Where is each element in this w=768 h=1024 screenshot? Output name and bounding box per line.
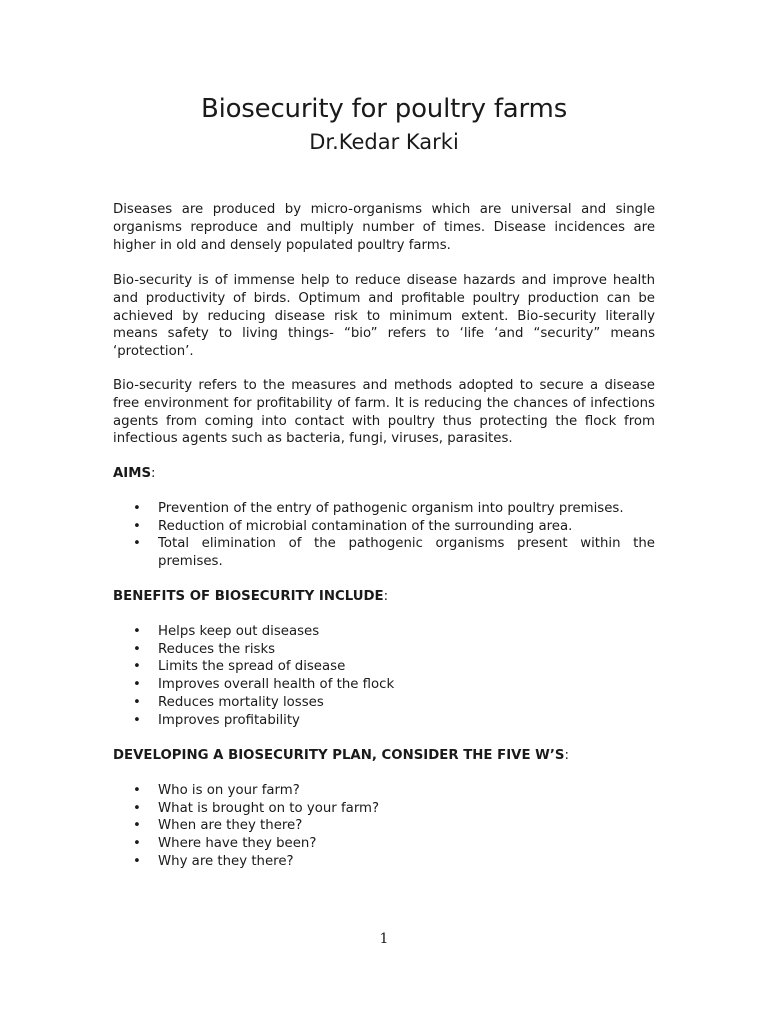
bullet-icon: • bbox=[133, 836, 141, 852]
benefits-item-text: Reduces the risks bbox=[158, 641, 276, 657]
list-item bbox=[113, 535, 655, 571]
bullet-icon: • bbox=[133, 641, 141, 657]
aims-item-text: Total elimination of the pathogenic organisms present within the premises. bbox=[158, 536, 655, 570]
plan-item-text: Where have they been? bbox=[158, 836, 317, 852]
list-item bbox=[113, 712, 655, 730]
plan-item-text: What is brought on to your farm? bbox=[158, 800, 380, 816]
plan-item-text: Why are they there? bbox=[158, 853, 294, 869]
list-item bbox=[113, 817, 655, 835]
bullet-icon: • bbox=[133, 800, 141, 816]
bullet-icon: • bbox=[133, 853, 141, 869]
page-number: 1 bbox=[379, 931, 389, 947]
aims-list bbox=[113, 500, 655, 571]
plan-heading bbox=[113, 747, 655, 765]
list-item bbox=[113, 800, 655, 818]
paragraph-diseases: Diseases are produced by micro-organisms which are universal and single organisms reproduce and multiply number of times. Disease incidences are higher in old and densely populated poultry farms. bbox=[113, 202, 655, 253]
plan-section bbox=[113, 747, 655, 871]
benefits-item-text: Limits the spread of disease bbox=[158, 659, 346, 675]
bullet-icon: • bbox=[133, 518, 141, 534]
list-item bbox=[113, 641, 655, 659]
bullet-icon: • bbox=[133, 536, 141, 552]
benefits-heading-colon: : bbox=[383, 589, 389, 604]
document-author: Dr.Kedar Karki bbox=[309, 130, 459, 154]
list-item bbox=[113, 835, 655, 853]
plan-list bbox=[113, 782, 655, 871]
aims-heading-text: AIMS bbox=[113, 466, 152, 481]
aims-item-text: Reduction of microbial contamination of the surrounding area. bbox=[158, 518, 573, 534]
bullet-icon: • bbox=[133, 659, 141, 675]
plan-heading-colon: : bbox=[564, 748, 569, 763]
bullet-icon: • bbox=[133, 782, 141, 798]
benefits-heading bbox=[113, 588, 655, 606]
benefits-heading-text: BENEFITS OF BIOSECURITY INCLUDE bbox=[113, 589, 384, 604]
bullet-icon: • bbox=[133, 712, 141, 728]
benefits-item-text: Reduces mortality losses bbox=[158, 694, 324, 710]
list-item bbox=[113, 500, 655, 518]
list-item bbox=[113, 518, 655, 536]
benefits-section bbox=[113, 588, 655, 730]
plan-item-text: Who is on your farm? bbox=[158, 782, 300, 798]
list-item bbox=[113, 853, 655, 871]
list-item bbox=[113, 694, 655, 712]
paragraph-biosecurity-help: Bio-security is of immense help to reduce disease hazards and improve health and productivity of birds. Optimum and profitable poultry production can be achieved by reducing disease risk to minimum extent. Bio-security literally means safety to living things- “bio” refers to ‘life ‘and “security” means ‘protection’. bbox=[113, 273, 655, 360]
bullet-icon: • bbox=[133, 500, 141, 516]
list-item bbox=[113, 676, 655, 694]
list-item bbox=[113, 623, 655, 641]
benefits-item-text: Improves profitability bbox=[158, 712, 300, 728]
list-item bbox=[113, 782, 655, 800]
intro-paragraph bbox=[113, 201, 655, 254]
list-item bbox=[113, 658, 655, 676]
aims-section bbox=[113, 465, 655, 571]
biosecurity-definition-paragraph bbox=[113, 272, 655, 361]
bullet-icon: • bbox=[133, 818, 141, 834]
aims-item-text: Prevention of the entry of pathogenic organism into poultry premises. bbox=[158, 500, 624, 516]
biosecurity-measures-paragraph bbox=[113, 377, 655, 448]
benefits-item-text: Helps keep out diseases bbox=[158, 623, 320, 639]
paragraph-biosecurity-measures: Bio-security refers to the measures and methods adopted to secure a disease free environment for profitability of farm. It is reducing the chances of infections agents from coming into contact with poultry thus protecting the flock from infectious agents such as bacteria, fungi, viruses, parasites. bbox=[113, 378, 655, 447]
benefits-item-text: Improves overall health of the flock bbox=[158, 677, 395, 693]
benefits-list bbox=[113, 623, 655, 730]
aims-heading bbox=[113, 465, 655, 483]
aims-heading-colon: : bbox=[151, 466, 156, 481]
plan-heading-text: DEVELOPING A BIOSECURITY PLAN, CONSIDER THE FIVE W’S bbox=[113, 748, 565, 763]
bullet-icon: • bbox=[133, 623, 141, 639]
plan-item-text: When are they there? bbox=[158, 818, 303, 834]
bullet-icon: • bbox=[133, 694, 141, 710]
bullet-icon: • bbox=[133, 677, 141, 693]
document-title: Biosecurity for poultry farms bbox=[200, 94, 568, 124]
